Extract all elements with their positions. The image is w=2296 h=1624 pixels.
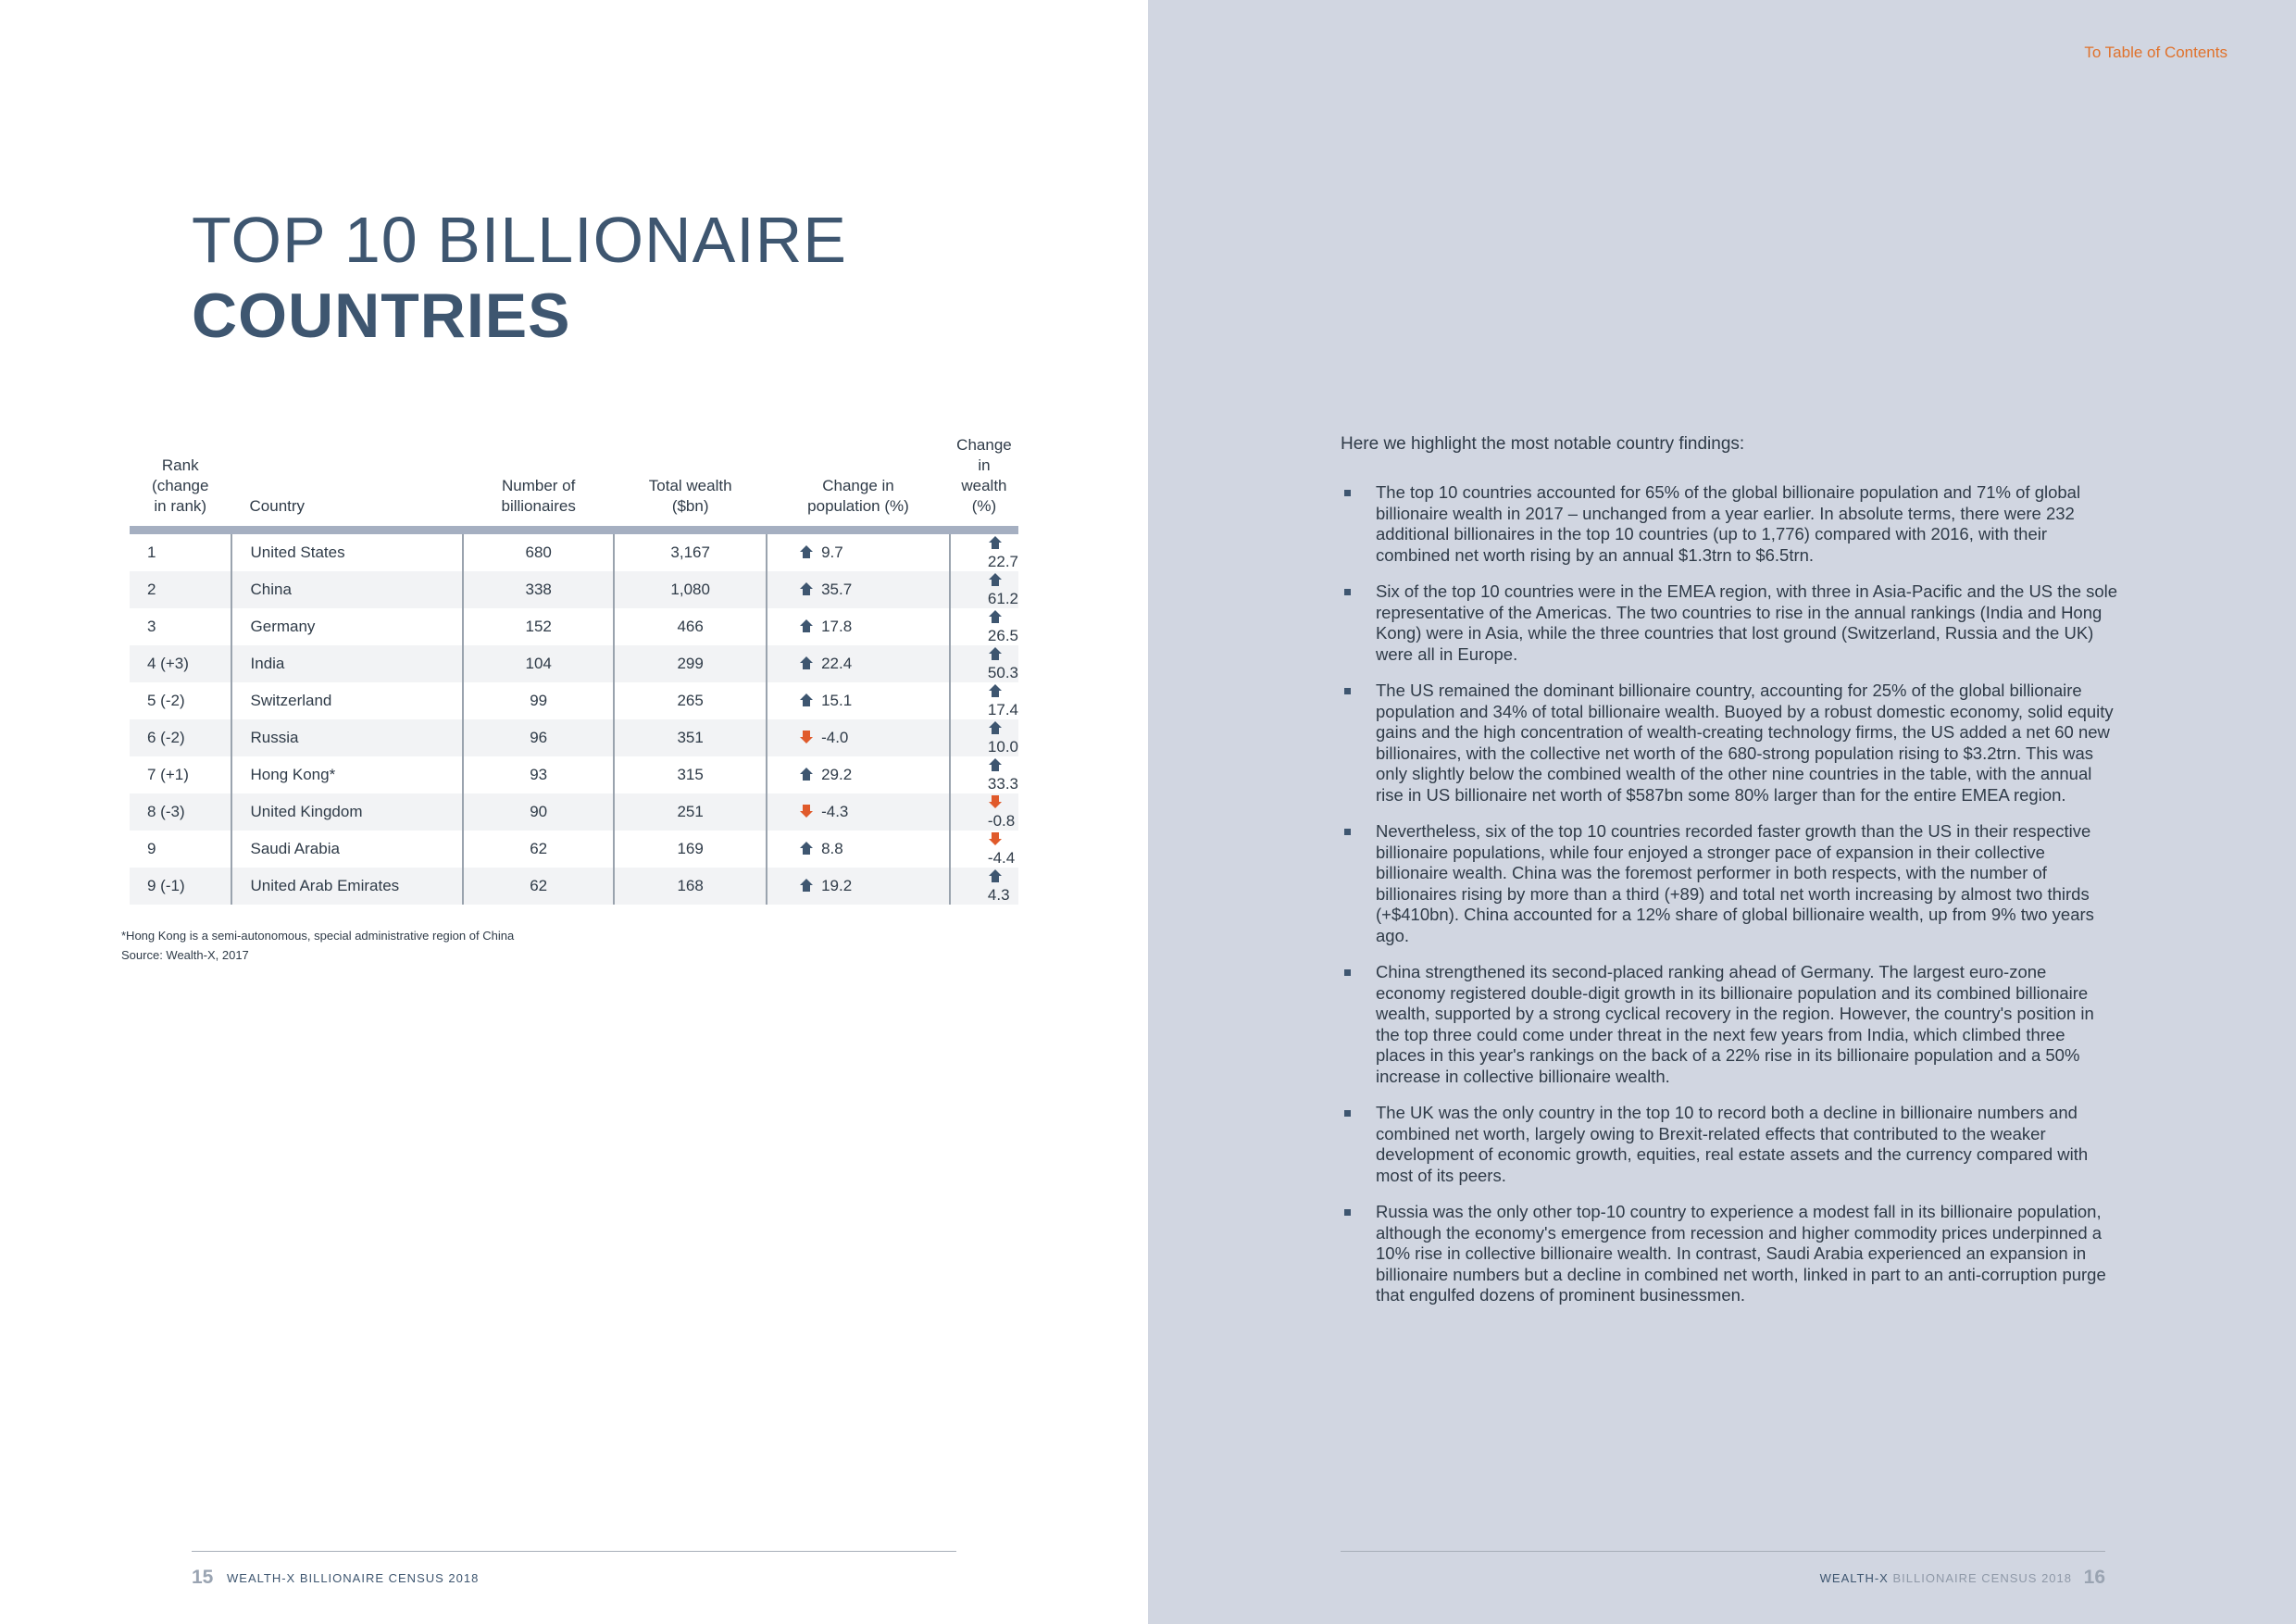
arrow-down-icon — [799, 730, 814, 744]
finding-item: The top 10 countries accounted for 65% of the global billionaire population and 71% of global billionaire wealth in 2017 – unchanged from a year earlier. In absolute terms, there were 232 additional billionaires in the top 10 countries (up to 1,776) compared with 2016, with their combined net worth rising by an annual $1.3trn to $6.5trn. — [1341, 482, 2118, 566]
footer-right — [1341, 1551, 2105, 1588]
header-country: Country — [231, 435, 464, 531]
cell-rank: 3 — [147, 618, 156, 635]
pop-change-value: 8.8 — [821, 840, 843, 857]
arrow-up-icon — [799, 618, 814, 633]
arrow-up-icon — [799, 656, 814, 670]
cell-country: United Arab Emirates — [231, 868, 464, 905]
arrow-up-icon — [988, 535, 1003, 550]
footnote-source: Source: Wealth-X, 2017 — [121, 948, 249, 962]
cell-country: Germany — [231, 608, 464, 645]
cell-wealth-change — [950, 793, 1018, 831]
arrow-up-icon — [988, 572, 1003, 587]
arrow-down-icon — [988, 831, 1003, 846]
arrow-up-icon — [799, 767, 814, 781]
header-wealth-change: Change in wealth (%) — [950, 435, 1018, 531]
cell-wealth-change — [950, 756, 1018, 793]
page-number-right: 16 — [2083, 1567, 2105, 1588]
cell-rank: 9 (-1) — [130, 868, 231, 905]
cell-wealth: 315 — [614, 756, 767, 793]
cell-pop-change — [767, 531, 950, 572]
arrow-up-icon — [988, 683, 1003, 698]
cell-billionaires: 62 — [463, 831, 614, 868]
cell-billionaires: 104 — [463, 645, 614, 682]
cell-country: India — [231, 645, 464, 682]
arrow-up-icon — [988, 646, 1003, 661]
wealth-change-value: 22.7 — [987, 553, 1018, 570]
wealth-change-value: 17.4 — [987, 701, 1018, 718]
wealth-change-value: 26.5 — [987, 627, 1018, 644]
header-pop-change: Change in population (%) — [767, 435, 950, 531]
footnote — [121, 926, 514, 965]
table-row — [130, 608, 1018, 645]
arrow-up-icon — [799, 878, 814, 893]
cell-billionaires: 99 — [463, 682, 614, 719]
wealth-change-value: 33.3 — [987, 775, 1018, 793]
cell-rank: 7 (+1) — [147, 766, 189, 783]
header-rank: Rank (change in rank) — [130, 435, 231, 531]
wealth-change-value: 61.2 — [987, 590, 1018, 607]
pop-change-value: 17.8 — [821, 618, 853, 635]
cell-wealth-change — [950, 682, 1018, 719]
page-title — [192, 202, 847, 354]
cell-country: Hong Kong* — [231, 756, 464, 793]
cell-rank: 1 — [147, 543, 156, 561]
cell-wealth-change — [950, 868, 1018, 905]
finding-item: The UK was the only country in the top 10 to record both a decline in billionaire numbers and combined net worth, largely owing to Brexit-related effects that contributed to the weaker development of economic growth, equities, real estate assets and the currency compared with most of its peers. — [1341, 1103, 2118, 1186]
finding-item: China strengthened its second-placed ranking ahead of Germany. The largest euro-zone economy registered double-digit growth in its billionaire population and its combined billionaire wealth, supported by a strong cyclical recovery in the region. However, the country's position in the top three could come under threat in the next few years from India, which climbed three places in this year's rankings on the back of a 22% rise in its billionaire population and a 50% increase in collective billionaire wealth. — [1341, 962, 2118, 1087]
arrow-up-icon — [799, 841, 814, 856]
cell-wealth: 168 — [614, 868, 767, 905]
wealth-change-value: 10.0 — [987, 738, 1018, 756]
pop-change-value: 15.1 — [821, 692, 853, 709]
cell-rank: 2 — [130, 571, 231, 608]
cell-wealth: 466 — [614, 608, 767, 645]
table-header-row — [130, 435, 1018, 531]
cell-billionaires: 338 — [463, 571, 614, 608]
header-billionaires: Number of billionaires — [463, 435, 614, 531]
arrow-up-icon — [988, 757, 1003, 772]
right-page — [1148, 0, 2296, 1624]
arrow-up-icon — [799, 544, 814, 559]
arrow-up-icon — [988, 868, 1003, 883]
footer-left — [192, 1551, 956, 1588]
finding-item: Six of the top 10 countries were in the EMEA region, with three in Asia-Pacific and the US the sole representative of the Americas. The two countries to rise in the annual rankings (India and Hong Kong) were in Asia, while the three countries that lost ground (Switzerland, Russia and the UK) were all in Europe. — [1341, 581, 2118, 665]
title-line-2: COUNTRIES — [192, 281, 571, 351]
table-row — [130, 571, 1018, 608]
wealth-change-value: 50.3 — [987, 664, 1018, 681]
pop-change-value: -4.3 — [821, 803, 849, 820]
cell-wealth-change — [950, 645, 1018, 682]
finding-item: Nevertheless, six of the top 10 countries recorded faster growth than the US in their respective billionaire populations, while four enjoyed a stronger pace of expansion in their collective billionaire wealth. China was the foremost performer in both respects, with the number of billionaires rising by more than a third (+89) and total net worth increasing by almost two thirds (+$410bn). China accounted for a 12% share of global billionaire wealth, up from 9% two years ago. — [1341, 821, 2118, 946]
cell-country: United Kingdom — [231, 793, 464, 831]
cell-pop-change — [767, 756, 950, 793]
page-number-left: 15 — [192, 1567, 214, 1588]
wealth-change-value: -4.4 — [987, 849, 1016, 867]
billionaire-table — [130, 435, 1018, 905]
table-row — [130, 831, 1018, 868]
table-row — [130, 868, 1018, 905]
findings-list — [1341, 482, 2118, 1322]
pop-change-value: -4.0 — [821, 729, 849, 746]
cell-wealth: 1,080 — [614, 571, 767, 608]
table-row — [130, 645, 1018, 682]
arrow-up-icon — [799, 581, 814, 596]
cell-billionaires: 90 — [463, 793, 614, 831]
cell-country: United States — [231, 531, 464, 572]
cell-pop-change — [767, 719, 950, 756]
cell-rank: 9 — [147, 840, 156, 857]
cell-wealth: 251 — [614, 793, 767, 831]
cell-pop-change — [767, 645, 950, 682]
cell-rank: 4 (+3) — [130, 645, 231, 682]
cell-billionaires: 93 — [463, 756, 614, 793]
cell-country: Saudi Arabia — [231, 831, 464, 868]
footnote-note: *Hong Kong is a semi-autonomous, special administrative region of China — [121, 929, 515, 943]
cell-wealth-change — [950, 719, 1018, 756]
cell-pop-change — [767, 793, 950, 831]
cell-pop-change — [767, 682, 950, 719]
wealth-change-value: 4.3 — [987, 886, 1010, 904]
header-wealth: Total wealth ($bn) — [614, 435, 767, 531]
cell-rank: 8 (-3) — [130, 793, 231, 831]
cell-wealth-change — [950, 831, 1018, 868]
cell-wealth: 299 — [614, 645, 767, 682]
cell-pop-change — [767, 831, 950, 868]
title-line-1: TOP 10 BILLIONAIRE — [192, 204, 847, 276]
cell-pop-change — [767, 571, 950, 608]
footer-brand-left: WEALTH-X BILLIONAIRE CENSUS 2018 — [227, 1571, 480, 1585]
pop-change-value: 35.7 — [821, 581, 853, 598]
pop-change-value: 19.2 — [821, 877, 853, 894]
table-row — [130, 793, 1018, 831]
cell-wealth-change — [950, 571, 1018, 608]
cell-rank: 5 (-2) — [147, 692, 185, 709]
table-of-contents-link[interactable]: To Table of Contents — [2084, 44, 2227, 61]
cell-country: Russia — [231, 719, 464, 756]
cell-billionaires: 96 — [463, 719, 614, 756]
cell-pop-change — [767, 868, 950, 905]
finding-item: Russia was the only other top-10 country to experience a modest fall in its billionaire population, although the economy's emergence from recession and higher commodity prices underpinned a 10% rise in collective billionaire wealth. In contrast, Saudi Arabia experienced an expansion in billionaire numbers but a decline in combined net worth, linked in part to an anti-corruption purge that engulfed dozens of prominent businessmen. — [1341, 1202, 2118, 1306]
cell-billionaires: 680 — [463, 531, 614, 572]
cell-billionaires: 152 — [463, 608, 614, 645]
arrow-up-icon — [988, 720, 1003, 735]
finding-item: The US remained the dominant billionaire country, accounting for 25% of the global billionaire population and 34% of total billionaire wealth. Buoyed by a robust domestic economy, solid equity gains and the high concentration of wealth-creating technology firms, the US added a net 60 new billionaires, with the collective net worth of the 680-strong population rising to $3.2trn. This was only slightly below the combined wealth of the other nine countries in the table, with the annual rise in US billionaire net worth of $587bn some 80% larger than for the entire EMEA region. — [1341, 681, 2118, 806]
cell-wealth: 351 — [614, 719, 767, 756]
table-body — [130, 531, 1018, 906]
cell-wealth: 265 — [614, 682, 767, 719]
cell-pop-change — [767, 608, 950, 645]
cell-wealth: 3,167 — [614, 531, 767, 572]
cell-country: China — [231, 571, 464, 608]
pop-change-value: 29.2 — [821, 766, 853, 783]
cell-wealth: 169 — [614, 831, 767, 868]
cell-wealth-change — [950, 531, 1018, 572]
arrow-up-icon — [799, 693, 814, 707]
pop-change-value: 9.7 — [821, 543, 843, 561]
arrow-down-icon — [799, 804, 814, 818]
table-row — [130, 756, 1018, 793]
arrow-down-icon — [988, 794, 1003, 809]
table-row — [130, 719, 1018, 756]
wealth-change-value: -0.8 — [987, 812, 1016, 830]
cell-country: Switzerland — [231, 682, 464, 719]
footer-brand-right: WEALTH-X BILLIONAIRE CENSUS 2018 — [1819, 1571, 2072, 1585]
intro-text: Here we highlight the most notable country findings: — [1341, 434, 1745, 454]
cell-wealth-change — [950, 608, 1018, 645]
cell-rank: 6 (-2) — [130, 719, 231, 756]
table-row — [130, 682, 1018, 719]
pop-change-value: 22.4 — [821, 655, 853, 672]
cell-billionaires: 62 — [463, 868, 614, 905]
arrow-up-icon — [988, 609, 1003, 624]
table-row — [130, 531, 1018, 572]
